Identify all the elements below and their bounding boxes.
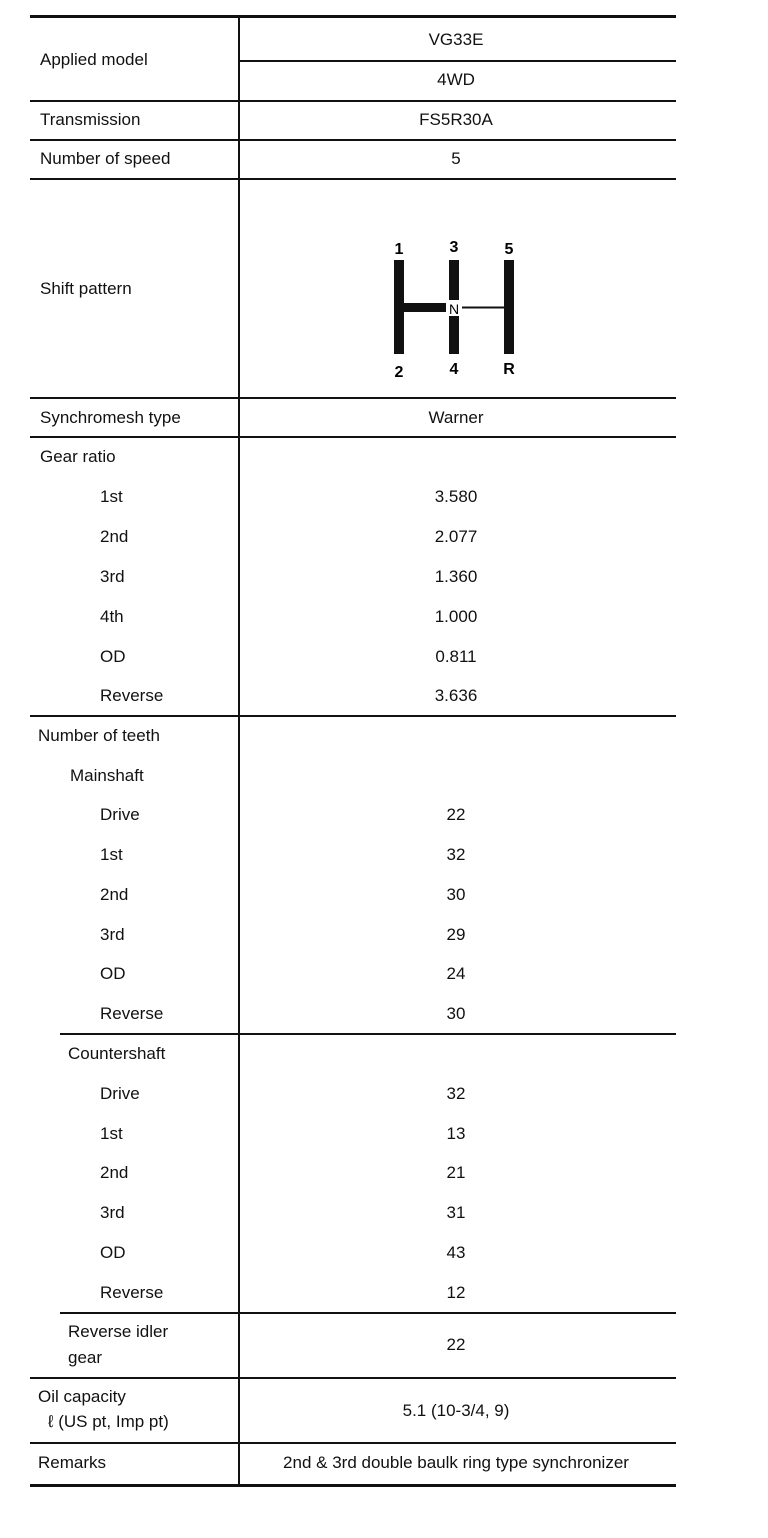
countershaft-teeth-value: 32 <box>446 1084 466 1103</box>
countershaft-gear-label: 1st <box>100 1124 123 1143</box>
oil-capacity-unit: ℓ (US pt, Imp pt) <box>48 1412 169 1431</box>
row-divider <box>60 1312 676 1314</box>
table-bottom-rule <box>30 1484 676 1487</box>
oil-capacity-label: Oil capacity <box>38 1387 126 1406</box>
applied-model-drive: 4WD <box>437 70 475 89</box>
shift-gate-1-2 <box>394 260 404 354</box>
row-divider <box>30 100 676 102</box>
mainshaft-teeth-value: 32 <box>446 845 466 864</box>
row-divider <box>30 397 676 399</box>
mainshaft-gear-label: Drive <box>100 805 140 824</box>
countershaft-teeth-value: 13 <box>446 1124 466 1143</box>
row-divider <box>30 1442 676 1444</box>
mainshaft-label: Mainshaft <box>70 766 144 785</box>
mainshaft-teeth-value: 30 <box>446 1004 466 1023</box>
ratio-value: 0.811 <box>435 647 477 666</box>
countershaft-teeth-value: 21 <box>446 1163 466 1182</box>
mainshaft-gear-label: Reverse <box>100 1004 164 1023</box>
ratio-gear-label: 3rd <box>100 567 125 586</box>
mainshaft-gear-label: 1st <box>100 845 123 864</box>
countershaft-gear-label: Reverse <box>100 1283 164 1302</box>
countershaft-gear-label: Drive <box>100 1084 140 1103</box>
mainshaft-gear-label: OD <box>100 964 126 983</box>
gear-label-r: R <box>503 361 515 378</box>
gear-label-5: 5 <box>504 241 514 258</box>
countershaft-teeth-value: 31 <box>446 1203 466 1222</box>
row-divider <box>240 60 676 62</box>
shift-pattern-label: Shift pattern <box>40 279 132 298</box>
ratio-gear-label: Reverse <box>100 686 164 705</box>
reverse-idler-value: 22 <box>446 1335 466 1354</box>
gear-label-3: 3 <box>449 239 459 256</box>
countershaft-gear-label: 2nd <box>100 1163 129 1182</box>
ratio-value: 2.077 <box>434 527 478 546</box>
row-divider <box>30 715 676 717</box>
table-top-rule <box>30 15 676 18</box>
neutral-label: N <box>448 301 460 317</box>
gear-label-4: 4 <box>449 361 459 378</box>
mainshaft-teeth-value: 22 <box>446 805 466 824</box>
speeds-label: Number of speed <box>40 149 171 168</box>
countershaft-gear-label: 3rd <box>100 1203 125 1222</box>
column-divider <box>238 16 240 1485</box>
mainshaft-gear-label: 2nd <box>100 885 129 904</box>
applied-model-engine: VG33E <box>428 30 484 49</box>
mainshaft-teeth-value: 29 <box>446 925 466 944</box>
synchromesh-value: Warner <box>428 408 484 427</box>
row-divider <box>60 1033 676 1035</box>
speeds-value: 5 <box>451 149 461 168</box>
ratio-gear-label: 1st <box>100 487 123 506</box>
row-divider <box>30 1377 676 1379</box>
countershaft-gear-label: OD <box>100 1243 126 1262</box>
shift-pattern-diagram <box>380 232 560 382</box>
oil-capacity-value: 5.1 (10-3/4, 9) <box>402 1401 510 1420</box>
ratio-value: 3.580 <box>434 487 478 506</box>
ratio-gear-label: 2nd <box>100 527 129 546</box>
teeth-label: Number of teeth <box>38 726 160 745</box>
mainshaft-teeth-value: 30 <box>446 885 466 904</box>
reverse-idler-label: Reverse idler gear <box>68 1322 169 1367</box>
row-divider <box>30 436 676 438</box>
shift-crossbar-left <box>404 303 449 312</box>
ratio-gear-label: OD <box>100 647 126 666</box>
mainshaft-teeth-value: 24 <box>446 964 466 983</box>
remarks-label: Remarks <box>38 1453 107 1472</box>
synchromesh-label: Synchromesh type <box>40 408 181 427</box>
gear-ratio-label: Gear ratio <box>40 447 116 466</box>
mainshaft-gear-label: 3rd <box>100 925 125 944</box>
gear-label-2: 2 <box>394 364 404 381</box>
shift-gate-5-r <box>504 260 514 354</box>
ratio-value: 3.636 <box>434 686 478 705</box>
remarks-value: 2nd & 3rd double baulk ring type synchronizer <box>283 1453 629 1472</box>
transmission-label: Transmission <box>40 110 141 129</box>
countershaft-teeth-value: 43 <box>446 1243 466 1262</box>
ratio-value: 1.360 <box>434 567 478 586</box>
countershaft-label: Countershaft <box>68 1044 166 1063</box>
gear-label-1: 1 <box>394 241 404 258</box>
row-divider <box>30 178 676 180</box>
ratio-value: 1.000 <box>434 607 478 626</box>
ratio-gear-label: 4th <box>100 607 124 626</box>
row-divider <box>30 139 676 141</box>
applied-model-label: Applied model <box>40 50 148 69</box>
transmission-value: FS5R30A <box>419 110 493 129</box>
countershaft-teeth-value: 12 <box>446 1283 466 1302</box>
